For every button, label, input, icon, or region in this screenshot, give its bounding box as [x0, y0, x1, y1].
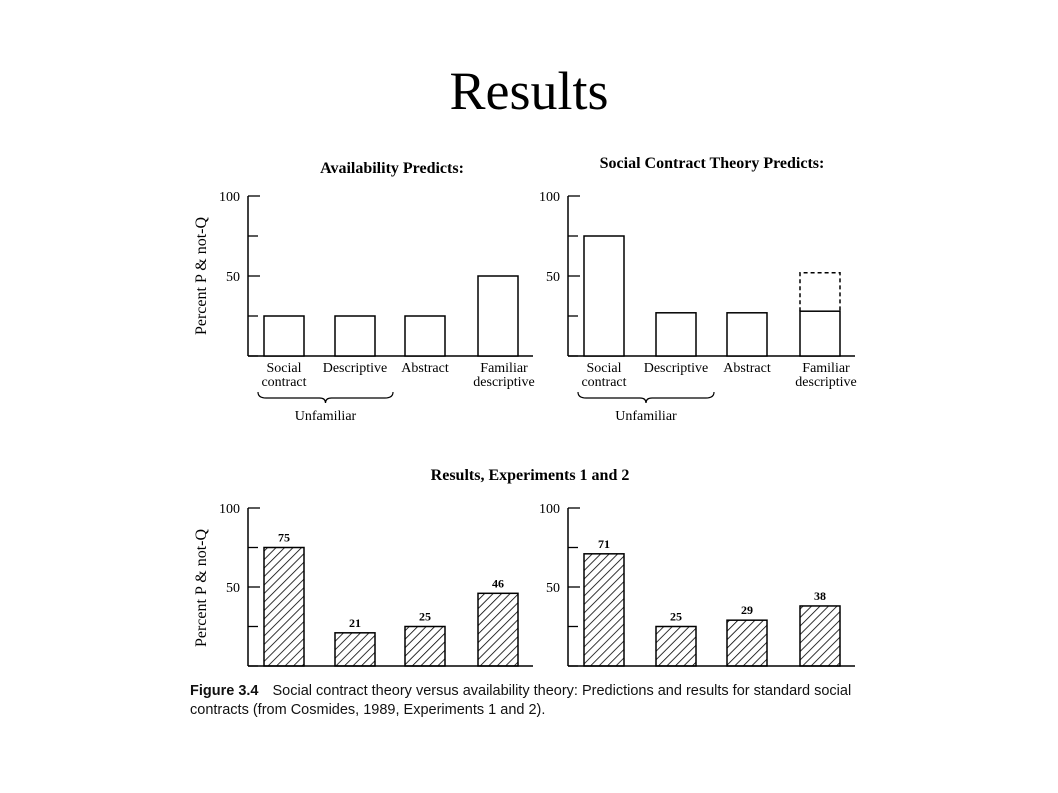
- slide-title: Results: [449, 61, 609, 121]
- x-tick-label: Descriptive: [322, 361, 388, 376]
- bar: [335, 316, 375, 356]
- x-tick-label: contract: [261, 375, 307, 390]
- bar: [405, 316, 445, 356]
- y-axis-label: Percent P & not-Q: [193, 216, 210, 336]
- x-tick-label: Social: [586, 361, 622, 376]
- results-heading: Results, Experiments 1 and 2: [430, 467, 630, 484]
- bar: [405, 627, 445, 667]
- chart-panel-3: [193, 502, 533, 666]
- bar: [584, 236, 624, 356]
- bar: [800, 606, 840, 666]
- x-tick-label: Social: [266, 361, 302, 376]
- chart-title: Social Contract Theory Predicts:: [599, 155, 825, 172]
- data-label: 25: [419, 609, 431, 624]
- bar: [656, 313, 696, 356]
- y-axis-label: Percent P & not-Q: [193, 528, 210, 648]
- y-tick-label: 100: [539, 190, 560, 205]
- bar-dashed-extension: [800, 273, 840, 311]
- x-tick-label: descriptive: [795, 375, 857, 390]
- bar: [727, 620, 767, 666]
- y-tick-label: 50: [226, 581, 240, 596]
- bar: [800, 311, 840, 356]
- x-tick-label: Abstract: [723, 361, 771, 376]
- chart-title: Availability Predicts:: [320, 160, 464, 177]
- group-label: Unfamiliar: [615, 409, 677, 424]
- x-tick-label: contract: [581, 375, 627, 390]
- data-label: 21: [349, 615, 361, 630]
- x-tick-label: Abstract: [401, 361, 449, 376]
- data-label: 38: [814, 588, 826, 603]
- bar: [656, 627, 696, 667]
- bar: [264, 548, 304, 667]
- y-tick-label: 100: [539, 502, 560, 517]
- chart-panel-1: [193, 160, 535, 424]
- chart-panel-4: [539, 502, 855, 666]
- bar: [478, 593, 518, 666]
- data-label: 29: [741, 603, 753, 618]
- data-label: 71: [598, 536, 610, 551]
- y-tick-label: 50: [546, 581, 560, 596]
- bar: [727, 313, 767, 356]
- chart-panel-2: [539, 155, 857, 424]
- bar: [478, 276, 518, 356]
- bar: [264, 316, 304, 356]
- x-tick-label: Familiar: [480, 361, 528, 376]
- y-tick-label: 100: [219, 502, 240, 517]
- group-label: Unfamiliar: [294, 409, 357, 424]
- caption-label: Figure 3.4: [190, 683, 259, 699]
- figure-caption: [190, 682, 890, 720]
- bar: [335, 633, 375, 666]
- x-tick-label: descriptive: [473, 375, 535, 390]
- data-label: 46: [492, 576, 504, 591]
- y-tick-label: 50: [546, 270, 560, 285]
- unfamiliar-brace: [578, 392, 714, 403]
- y-tick-label: 100: [219, 190, 240, 205]
- data-label: 75: [278, 530, 290, 545]
- unfamiliar-brace: [258, 392, 393, 403]
- data-label: 25: [670, 609, 682, 624]
- x-tick-label: Familiar: [802, 361, 850, 376]
- x-tick-label: Descriptive: [643, 361, 709, 376]
- bar: [584, 554, 624, 666]
- caption-text: Social contract theory versus availability theory: Predictions and results for standard social contracts (from Cosmides, 1989, Experiments 1 and 2).: [190, 683, 852, 718]
- y-tick-label: 50: [226, 270, 240, 285]
